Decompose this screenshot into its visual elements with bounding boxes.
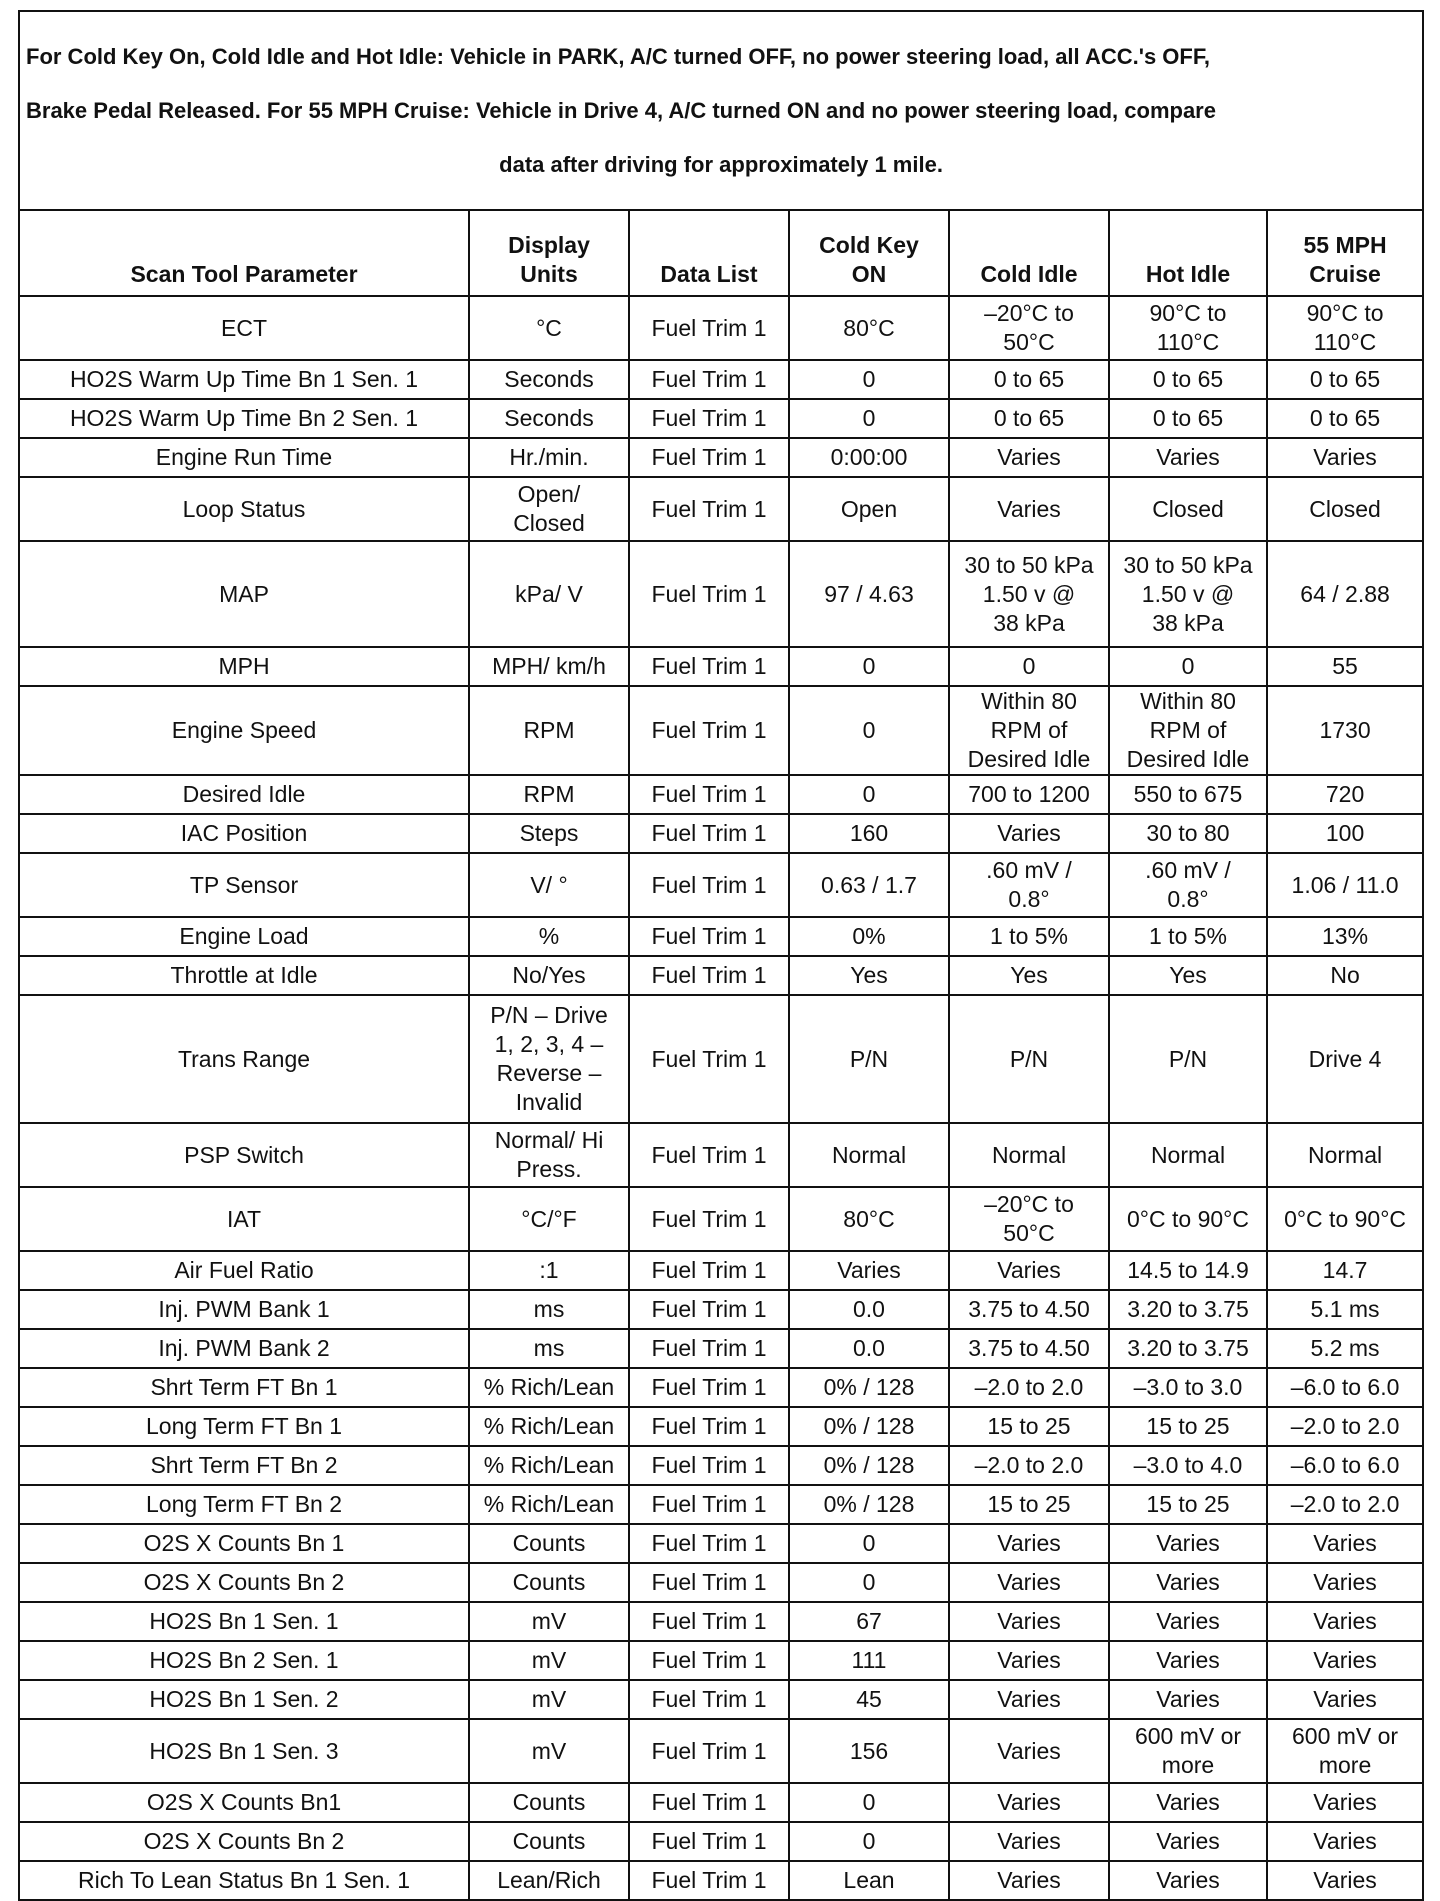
units-cell: Steps xyxy=(469,814,629,853)
cold-idle-cell: 15 to 25 xyxy=(949,1407,1109,1446)
data-list-cell: Fuel Trim 1 xyxy=(629,438,789,477)
cold-key-on-cell: 0 xyxy=(789,1563,949,1602)
cold-key-on-cell: 0 xyxy=(789,1524,949,1563)
parameter-cell: Trans Range xyxy=(19,995,469,1123)
cruise-cell: 0 to 65 xyxy=(1267,399,1423,438)
units-cell: mV xyxy=(469,1719,629,1783)
units-cell: % Rich/Lean xyxy=(469,1485,629,1524)
cruise-cell: Closed xyxy=(1267,477,1423,541)
data-list-cell: Fuel Trim 1 xyxy=(629,1407,789,1446)
data-list-cell: Fuel Trim 1 xyxy=(629,995,789,1123)
cold-idle-cell: Varies xyxy=(949,1251,1109,1290)
cold-key-on-cell: 0 xyxy=(789,647,949,686)
table-row xyxy=(19,1123,1423,1187)
data-list-cell: Fuel Trim 1 xyxy=(629,1290,789,1329)
cruise-cell: Varies xyxy=(1267,1602,1423,1641)
table-row xyxy=(19,1641,1423,1680)
cruise-cell: Varies xyxy=(1267,1641,1423,1680)
table-body xyxy=(19,296,1423,1900)
parameter-cell: TP Sensor xyxy=(19,853,469,917)
hot-idle-cell: Varies xyxy=(1109,1641,1267,1680)
table-row xyxy=(19,541,1423,647)
data-list-cell: Fuel Trim 1 xyxy=(629,1123,789,1187)
cold-idle-cell: Varies xyxy=(949,1602,1109,1641)
column-header-cold-key-on: Cold Key ON xyxy=(789,210,949,296)
units-cell: RPM xyxy=(469,686,629,775)
table-row xyxy=(19,1329,1423,1368)
data-list-cell: Fuel Trim 1 xyxy=(629,1329,789,1368)
column-header-data-list: Data List xyxy=(629,210,789,296)
cold-idle-cell: Varies xyxy=(949,477,1109,541)
parameter-cell: HO2S Warm Up Time Bn 2 Sen. 1 xyxy=(19,399,469,438)
parameter-cell: HO2S Bn 1 Sen. 3 xyxy=(19,1719,469,1783)
cruise-cell: 1.06 / 11.0 xyxy=(1267,853,1423,917)
table-row xyxy=(19,1563,1423,1602)
header-note-line-1: For Cold Key On, Cold Idle and Hot Idle: Vehicle in PARK, A/C turned OFF, no power steering load, all ACC.'s OFF, xyxy=(26,44,1210,69)
units-cell: Hr./min. xyxy=(469,438,629,477)
hot-idle-cell: Varies xyxy=(1109,1563,1267,1602)
data-list-cell: Fuel Trim 1 xyxy=(629,1680,789,1719)
parameter-cell: O2S X Counts Bn 1 xyxy=(19,1524,469,1563)
cruise-cell: No xyxy=(1267,956,1423,995)
units-cell: mV xyxy=(469,1680,629,1719)
data-list-cell: Fuel Trim 1 xyxy=(629,541,789,647)
cold-key-on-cell: 111 xyxy=(789,1641,949,1680)
cruise-cell: –2.0 to 2.0 xyxy=(1267,1407,1423,1446)
cruise-cell: Varies xyxy=(1267,1783,1423,1822)
hot-idle-cell: 30 to 80 xyxy=(1109,814,1267,853)
table-row xyxy=(19,1187,1423,1251)
units-cell: MPH/ km/h xyxy=(469,647,629,686)
parameter-cell: IAC Position xyxy=(19,814,469,853)
parameter-cell: O2S X Counts Bn1 xyxy=(19,1783,469,1822)
units-cell: Counts xyxy=(469,1563,629,1602)
parameter-cell: Throttle at Idle xyxy=(19,956,469,995)
cold-idle-cell: 15 to 25 xyxy=(949,1485,1109,1524)
cold-idle-cell: –20°C to 50°C xyxy=(949,296,1109,360)
hot-idle-cell: 90°C to 110°C xyxy=(1109,296,1267,360)
cold-idle-cell: 0 xyxy=(949,647,1109,686)
cold-key-on-cell: 0% xyxy=(789,917,949,956)
data-list-cell: Fuel Trim 1 xyxy=(629,477,789,541)
cold-idle-cell: P/N xyxy=(949,995,1109,1123)
table-row xyxy=(19,853,1423,917)
cold-idle-cell: Varies xyxy=(949,438,1109,477)
cold-key-on-cell: 0 xyxy=(789,1783,949,1822)
data-list-cell: Fuel Trim 1 xyxy=(629,1602,789,1641)
units-cell: Lean/Rich xyxy=(469,1861,629,1900)
table-row xyxy=(19,647,1423,686)
parameter-cell: Long Term FT Bn 1 xyxy=(19,1407,469,1446)
column-header-hot-idle: Hot Idle xyxy=(1109,210,1267,296)
units-cell: °C xyxy=(469,296,629,360)
data-list-cell: Fuel Trim 1 xyxy=(629,360,789,399)
data-list-cell: Fuel Trim 1 xyxy=(629,647,789,686)
cold-key-on-cell: Varies xyxy=(789,1251,949,1290)
hot-idle-cell: 600 mV or more xyxy=(1109,1719,1267,1783)
hot-idle-cell: 14.5 to 14.9 xyxy=(1109,1251,1267,1290)
data-list-cell: Fuel Trim 1 xyxy=(629,399,789,438)
hot-idle-cell: 3.20 to 3.75 xyxy=(1109,1290,1267,1329)
hot-idle-cell: 30 to 50 kPa 1.50 v @ 38 kPa xyxy=(1109,541,1267,647)
data-list-cell: Fuel Trim 1 xyxy=(629,686,789,775)
data-list-cell: Fuel Trim 1 xyxy=(629,296,789,360)
table-row xyxy=(19,399,1423,438)
table-row xyxy=(19,1290,1423,1329)
units-cell: % Rich/Lean xyxy=(469,1446,629,1485)
table-row xyxy=(19,360,1423,399)
cruise-cell: Normal xyxy=(1267,1123,1423,1187)
cold-idle-cell: 700 to 1200 xyxy=(949,775,1109,814)
cold-key-on-cell: 0 xyxy=(789,360,949,399)
cold-key-on-cell: 67 xyxy=(789,1602,949,1641)
table-row xyxy=(19,1368,1423,1407)
cold-key-on-cell: Lean xyxy=(789,1861,949,1900)
cold-key-on-cell: 0% / 128 xyxy=(789,1485,949,1524)
cruise-cell: 13% xyxy=(1267,917,1423,956)
cold-key-on-cell: 80°C xyxy=(789,296,949,360)
parameter-cell: Engine Speed xyxy=(19,686,469,775)
data-list-cell: Fuel Trim 1 xyxy=(629,1563,789,1602)
parameter-cell: HO2S Bn 1 Sen. 2 xyxy=(19,1680,469,1719)
hot-idle-cell: Varies xyxy=(1109,438,1267,477)
units-cell: Seconds xyxy=(469,399,629,438)
cruise-cell: Varies xyxy=(1267,1563,1423,1602)
units-cell: Seconds xyxy=(469,360,629,399)
header-note xyxy=(19,11,1423,210)
hot-idle-cell: 550 to 675 xyxy=(1109,775,1267,814)
cruise-cell: –6.0 to 6.0 xyxy=(1267,1446,1423,1485)
table-row xyxy=(19,1719,1423,1783)
cold-key-on-cell: Yes xyxy=(789,956,949,995)
cold-key-on-cell: Open xyxy=(789,477,949,541)
data-list-cell: Fuel Trim 1 xyxy=(629,917,789,956)
table-row xyxy=(19,296,1423,360)
parameter-cell: HO2S Bn 1 Sen. 1 xyxy=(19,1602,469,1641)
table-row xyxy=(19,956,1423,995)
parameter-cell: Rich To Lean Status Bn 1 Sen. 1 xyxy=(19,1861,469,1900)
header-note-line-3: data after driving for approximately 1 mile. xyxy=(499,152,943,177)
parameter-cell: Air Fuel Ratio xyxy=(19,1251,469,1290)
hot-idle-cell: Varies xyxy=(1109,1602,1267,1641)
table-row xyxy=(19,814,1423,853)
data-list-cell: Fuel Trim 1 xyxy=(629,853,789,917)
data-list-cell: Fuel Trim 1 xyxy=(629,1641,789,1680)
hot-idle-cell: Within 80 RPM of Desired Idle xyxy=(1109,686,1267,775)
table-row xyxy=(19,1783,1423,1822)
parameter-cell: Shrt Term FT Bn 2 xyxy=(19,1446,469,1485)
table-row xyxy=(19,917,1423,956)
data-list-cell: Fuel Trim 1 xyxy=(629,814,789,853)
table-row xyxy=(19,1407,1423,1446)
cold-idle-cell: Varies xyxy=(949,1822,1109,1861)
cruise-cell: Varies xyxy=(1267,1524,1423,1563)
units-cell: V/ ° xyxy=(469,853,629,917)
cold-idle-cell: 3.75 to 4.50 xyxy=(949,1329,1109,1368)
cold-key-on-cell: 0.63 / 1.7 xyxy=(789,853,949,917)
units-cell: °C/°F xyxy=(469,1187,629,1251)
parameter-cell: PSP Switch xyxy=(19,1123,469,1187)
units-cell: mV xyxy=(469,1602,629,1641)
cruise-cell: Drive 4 xyxy=(1267,995,1423,1123)
units-cell: % Rich/Lean xyxy=(469,1368,629,1407)
cold-idle-cell: Yes xyxy=(949,956,1109,995)
cold-key-on-cell: 0% / 128 xyxy=(789,1446,949,1485)
cold-key-on-cell: 0 xyxy=(789,686,949,775)
units-cell: RPM xyxy=(469,775,629,814)
cold-key-on-cell: 0% / 128 xyxy=(789,1407,949,1446)
units-cell: Open/ Closed xyxy=(469,477,629,541)
parameter-cell: Long Term FT Bn 2 xyxy=(19,1485,469,1524)
cold-idle-cell: 1 to 5% xyxy=(949,917,1109,956)
cold-idle-cell: –20°C to 50°C xyxy=(949,1187,1109,1251)
units-cell: ms xyxy=(469,1329,629,1368)
parameter-cell: HO2S Warm Up Time Bn 1 Sen. 1 xyxy=(19,360,469,399)
parameter-cell: MPH xyxy=(19,647,469,686)
cold-idle-cell: Varies xyxy=(949,1641,1109,1680)
cold-idle-cell: Within 80 RPM of Desired Idle xyxy=(949,686,1109,775)
cold-key-on-cell: 160 xyxy=(789,814,949,853)
table-row xyxy=(19,1602,1423,1641)
cold-key-on-cell: 156 xyxy=(789,1719,949,1783)
data-list-cell: Fuel Trim 1 xyxy=(629,1446,789,1485)
cold-idle-cell: –2.0 to 2.0 xyxy=(949,1446,1109,1485)
data-list-cell: Fuel Trim 1 xyxy=(629,1822,789,1861)
units-cell: Normal/ Hi Press. xyxy=(469,1123,629,1187)
parameter-cell: O2S X Counts Bn 2 xyxy=(19,1563,469,1602)
cold-key-on-cell: 0 xyxy=(789,775,949,814)
cold-idle-cell: Varies xyxy=(949,1719,1109,1783)
hot-idle-cell: Varies xyxy=(1109,1680,1267,1719)
cruise-cell: 64 / 2.88 xyxy=(1267,541,1423,647)
cruise-cell: 5.2 ms xyxy=(1267,1329,1423,1368)
parameter-cell: Shrt Term FT Bn 1 xyxy=(19,1368,469,1407)
data-list-cell: Fuel Trim 1 xyxy=(629,775,789,814)
cold-idle-cell: Normal xyxy=(949,1123,1109,1187)
cold-key-on-cell: Normal xyxy=(789,1123,949,1187)
units-cell: No/Yes xyxy=(469,956,629,995)
data-list-cell: Fuel Trim 1 xyxy=(629,1187,789,1251)
cold-key-on-cell: 0 xyxy=(789,1822,949,1861)
hot-idle-cell: 15 to 25 xyxy=(1109,1485,1267,1524)
cruise-cell: 0°C to 90°C xyxy=(1267,1187,1423,1251)
cold-key-on-cell: 0.0 xyxy=(789,1329,949,1368)
cold-idle-cell: –2.0 to 2.0 xyxy=(949,1368,1109,1407)
header-note-line-2: Brake Pedal Released. For 55 MPH Cruise: Vehicle in Drive 4, A/C turned ON and no power steering load, compare xyxy=(26,98,1216,123)
cold-key-on-cell: 45 xyxy=(789,1680,949,1719)
cold-key-on-cell: 0% / 128 xyxy=(789,1368,949,1407)
cruise-cell: Varies xyxy=(1267,1861,1423,1900)
cold-idle-cell: Varies xyxy=(949,1680,1109,1719)
parameter-cell: Desired Idle xyxy=(19,775,469,814)
parameter-cell: IAT xyxy=(19,1187,469,1251)
hot-idle-cell: Normal xyxy=(1109,1123,1267,1187)
column-header-units: Display Units xyxy=(469,210,629,296)
table-row xyxy=(19,686,1423,775)
cold-idle-cell: .60 mV / 0.8° xyxy=(949,853,1109,917)
cruise-cell: –2.0 to 2.0 xyxy=(1267,1485,1423,1524)
cruise-cell: –6.0 to 6.0 xyxy=(1267,1368,1423,1407)
hot-idle-cell: .60 mV / 0.8° xyxy=(1109,853,1267,917)
table-row xyxy=(19,1680,1423,1719)
units-cell: ms xyxy=(469,1290,629,1329)
parameter-cell: ECT xyxy=(19,296,469,360)
units-cell: :1 xyxy=(469,1251,629,1290)
parameter-cell: Engine Run Time xyxy=(19,438,469,477)
table-row xyxy=(19,1251,1423,1290)
scan-tool-data-page xyxy=(18,10,1422,1901)
table-row xyxy=(19,1861,1423,1900)
units-cell: Counts xyxy=(469,1783,629,1822)
cruise-cell: 55 xyxy=(1267,647,1423,686)
column-header-row xyxy=(19,210,1423,296)
header-note-row xyxy=(19,11,1423,210)
hot-idle-cell: Varies xyxy=(1109,1524,1267,1563)
parameter-cell: MAP xyxy=(19,541,469,647)
cruise-cell: Varies xyxy=(1267,438,1423,477)
hot-idle-cell: –3.0 to 4.0 xyxy=(1109,1446,1267,1485)
cold-key-on-cell: 0 xyxy=(789,399,949,438)
cruise-cell: 14.7 xyxy=(1267,1251,1423,1290)
hot-idle-cell: Varies xyxy=(1109,1783,1267,1822)
data-list-cell: Fuel Trim 1 xyxy=(629,1485,789,1524)
table-row xyxy=(19,438,1423,477)
cold-key-on-cell: 0.0 xyxy=(789,1290,949,1329)
cold-key-on-cell: 80°C xyxy=(789,1187,949,1251)
cruise-cell: 720 xyxy=(1267,775,1423,814)
hot-idle-cell: Varies xyxy=(1109,1822,1267,1861)
table-row xyxy=(19,1822,1423,1861)
cold-idle-cell: 30 to 50 kPa 1.50 v @ 38 kPa xyxy=(949,541,1109,647)
hot-idle-cell: 15 to 25 xyxy=(1109,1407,1267,1446)
cruise-cell: 0 to 65 xyxy=(1267,360,1423,399)
cold-key-on-cell: P/N xyxy=(789,995,949,1123)
cold-idle-cell: 0 to 65 xyxy=(949,360,1109,399)
cruise-cell: Varies xyxy=(1267,1680,1423,1719)
parameter-cell: Engine Load xyxy=(19,917,469,956)
cold-idle-cell: Varies xyxy=(949,1563,1109,1602)
hot-idle-cell: 0 xyxy=(1109,647,1267,686)
table-row xyxy=(19,995,1423,1123)
data-list-cell: Fuel Trim 1 xyxy=(629,1251,789,1290)
units-cell: % Rich/Lean xyxy=(469,1407,629,1446)
table-row xyxy=(19,477,1423,541)
data-list-cell: Fuel Trim 1 xyxy=(629,956,789,995)
cruise-cell: 1730 xyxy=(1267,686,1423,775)
units-cell: Counts xyxy=(469,1822,629,1861)
parameter-cell: Loop Status xyxy=(19,477,469,541)
cold-idle-cell: Varies xyxy=(949,1783,1109,1822)
units-cell: mV xyxy=(469,1641,629,1680)
hot-idle-cell: 0 to 65 xyxy=(1109,360,1267,399)
data-list-cell: Fuel Trim 1 xyxy=(629,1524,789,1563)
column-header-parameter: Scan Tool Parameter xyxy=(19,210,469,296)
hot-idle-cell: Closed xyxy=(1109,477,1267,541)
cold-idle-cell: Varies xyxy=(949,1861,1109,1900)
cruise-cell: 600 mV or more xyxy=(1267,1719,1423,1783)
table-row xyxy=(19,1446,1423,1485)
cold-idle-cell: 3.75 to 4.50 xyxy=(949,1290,1109,1329)
hot-idle-cell: P/N xyxy=(1109,995,1267,1123)
hot-idle-cell: 0°C to 90°C xyxy=(1109,1187,1267,1251)
hot-idle-cell: Varies xyxy=(1109,1861,1267,1900)
cruise-cell: 5.1 ms xyxy=(1267,1290,1423,1329)
data-list-cell: Fuel Trim 1 xyxy=(629,1861,789,1900)
parameter-cell: HO2S Bn 2 Sen. 1 xyxy=(19,1641,469,1680)
data-list-cell: Fuel Trim 1 xyxy=(629,1783,789,1822)
data-list-cell: Fuel Trim 1 xyxy=(629,1719,789,1783)
scan-tool-data-table xyxy=(18,10,1424,1901)
data-list-cell: Fuel Trim 1 xyxy=(629,1368,789,1407)
parameter-cell: O2S X Counts Bn 2 xyxy=(19,1822,469,1861)
parameter-cell: Inj. PWM Bank 1 xyxy=(19,1290,469,1329)
table-row xyxy=(19,775,1423,814)
hot-idle-cell: 0 to 65 xyxy=(1109,399,1267,438)
hot-idle-cell: Yes xyxy=(1109,956,1267,995)
cruise-cell: 90°C to 110°C xyxy=(1267,296,1423,360)
cruise-cell: Varies xyxy=(1267,1822,1423,1861)
units-cell: kPa/ V xyxy=(469,541,629,647)
table-row xyxy=(19,1524,1423,1563)
units-cell: % xyxy=(469,917,629,956)
cold-idle-cell: 0 to 65 xyxy=(949,399,1109,438)
hot-idle-cell: 3.20 to 3.75 xyxy=(1109,1329,1267,1368)
column-header-cold-idle: Cold Idle xyxy=(949,210,1109,296)
units-cell: Counts xyxy=(469,1524,629,1563)
hot-idle-cell: 1 to 5% xyxy=(1109,917,1267,956)
column-header-55-mph-cruise: 55 MPH Cruise xyxy=(1267,210,1423,296)
cold-key-on-cell: 0:00:00 xyxy=(789,438,949,477)
hot-idle-cell: –3.0 to 3.0 xyxy=(1109,1368,1267,1407)
cold-idle-cell: Varies xyxy=(949,1524,1109,1563)
units-cell: P/N – Drive 1, 2, 3, 4 – Reverse – Invalid xyxy=(469,995,629,1123)
parameter-cell: Inj. PWM Bank 2 xyxy=(19,1329,469,1368)
cold-idle-cell: Varies xyxy=(949,814,1109,853)
cruise-cell: 100 xyxy=(1267,814,1423,853)
table-row xyxy=(19,1485,1423,1524)
cold-key-on-cell: 97 / 4.63 xyxy=(789,541,949,647)
